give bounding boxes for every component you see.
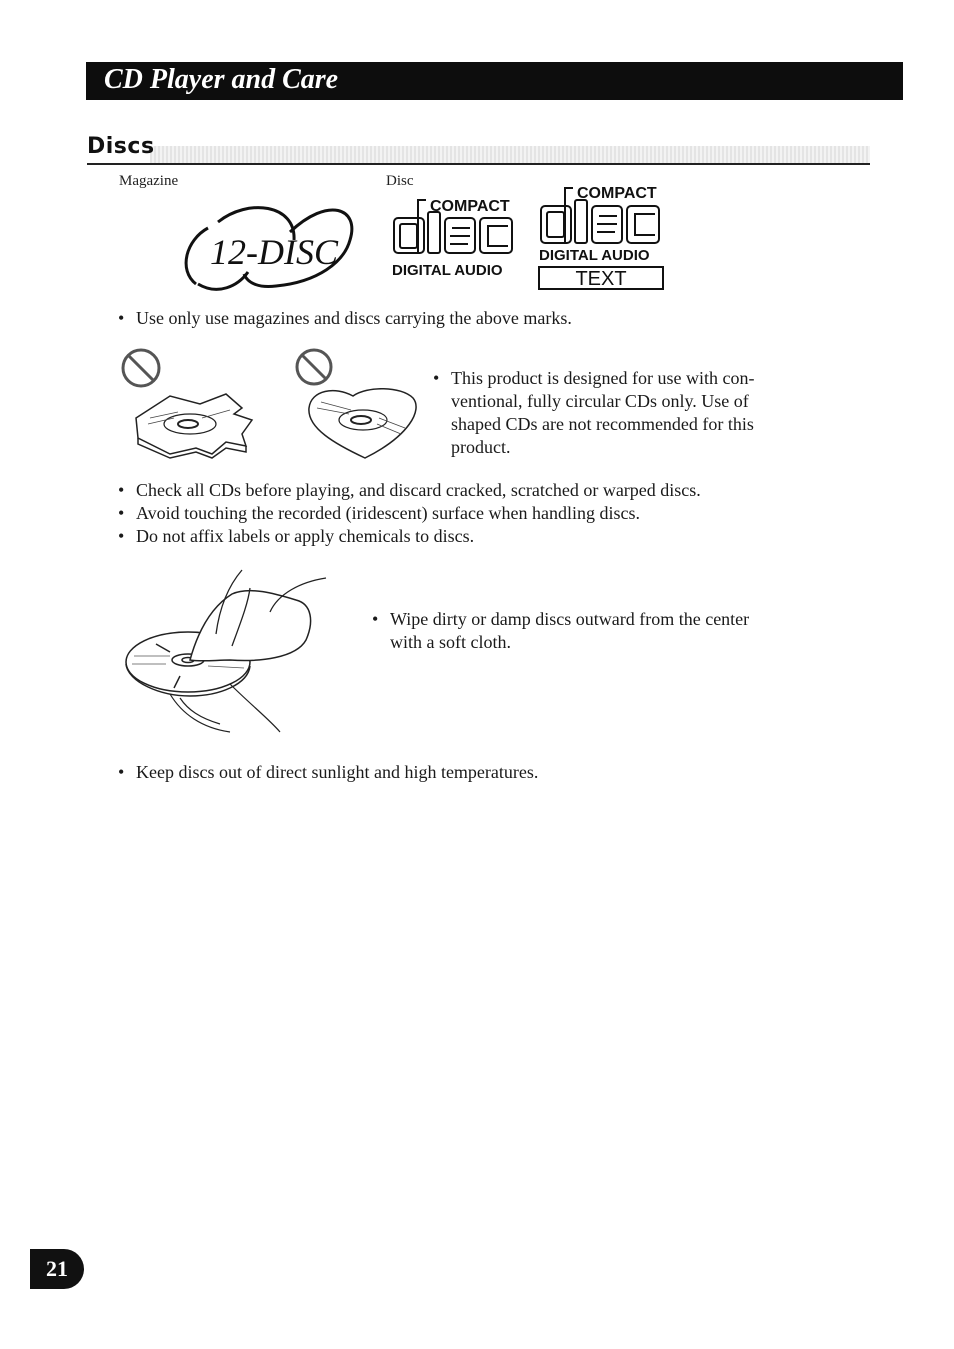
prohibited-icon [293,346,337,388]
section-rule [87,163,870,165]
page-number: 21 [30,1249,84,1289]
caption-disc: Disc [386,173,414,189]
compact-disc-digital-audio-logo [390,190,522,282]
bullet-keep-from-sunlight: • Keep discs out of direct sunlight and high temperatures. [118,762,539,782]
cd-logo-top-text: COMPACT [430,198,510,215]
magazine-12-disc-logo [178,200,358,295]
disc-wordmark [541,200,659,243]
octagon-shaped-disc-illustration [130,390,262,460]
bullet-wipe-discs: • Wipe dirty or damp discs outward from the center with a soft cloth. [372,609,750,652]
cdtext-logo-bottom-text: DIGITAL AUDIO [539,247,650,264]
bullet-no-labels: • Do not affix labels or apply chemicals to discs. [118,526,475,546]
magazine-logo-text: 12-DISC [210,232,338,272]
cd-logo-bottom-text: DIGITAL AUDIO [392,262,503,279]
section-band [150,146,870,164]
prohibited-icon [118,346,166,392]
disc-wiping-illustration [120,564,330,734]
cdtext-logo-top-text: COMPACT [577,185,657,202]
section-title: Discs [87,134,155,159]
heart-shaped-disc-illustration [305,388,420,463]
cdtext-logo-box-text: TEXT [575,268,627,290]
bullet-check-cds: • Check all CDs before playing, and discard cracked, scratched or warped discs. [118,480,701,500]
caption-magazine: Magazine [119,173,179,189]
disc-wordmark [394,212,512,253]
compact-disc-text-logo [535,180,670,295]
bullet-use-marked-discs: • Use only use magazines and discs carrying the above marks. [118,308,572,328]
chapter-title: CD Player and Care [104,64,339,95]
bullet-avoid-touching: • Avoid touching the recorded (iridescent) surface when handling discs. [118,503,640,523]
chapter-header [86,62,903,100]
bullet-shaped-cds: • This product is designed for use with con- ventional, fully circular CDs only. Use of shaped CDs are not recommended for this product. [433,368,755,457]
